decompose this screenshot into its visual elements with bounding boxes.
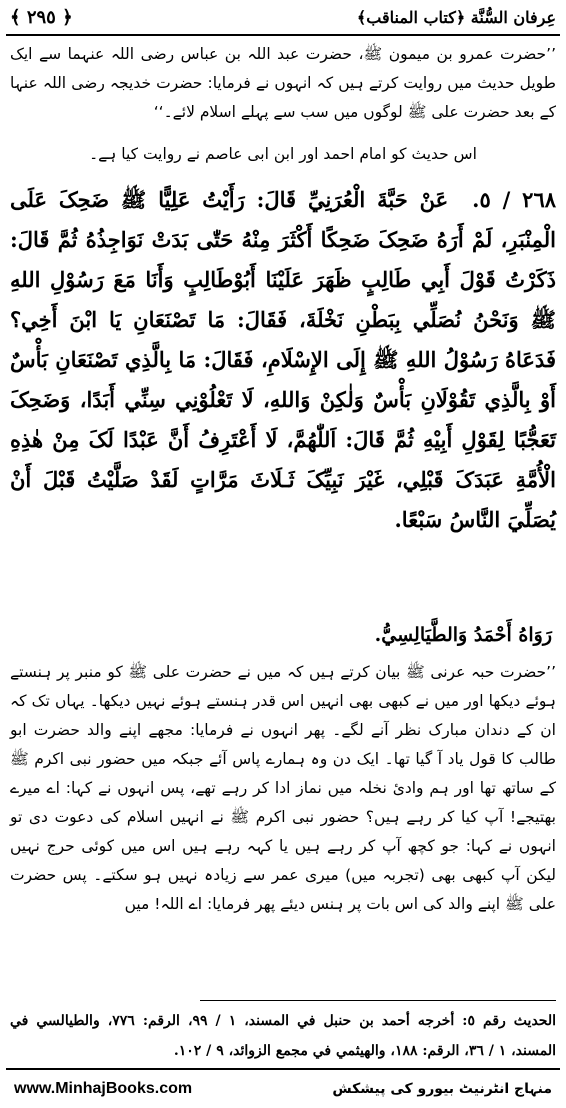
page-footer (6, 1068, 560, 1108)
hadith-number: ٢٦٨ / ٥. (472, 187, 557, 212)
hadith-narration: رَوَاهُ أَحْمَدُ وَالطَّيَالِسِيُّ. (374, 624, 552, 646)
hadith-text: عَنْ حَبَّةَ الْعُرَنِيِّ قَالَ: رَأَيْتُ عَلِيًّا ﷺ ضَحِکَ عَلَی الْمِنْبَرِ، لَمْ أَرَهُ ضَحِکَ ضَحِکًا أَکْثَرَ مِنْهُ حَتّٰی بَدَتْ نَوَاجِذُهُ ثُمَّ قَالَ: ذَکَرْتُ قَوْلَ أَبِي طَالِبٍ ظَهَرَ عَلَيْنَا أَبُوْطَالِبٍ وَأَنَا مَعَ رَسُوْلِ اللهِ ﷺ وَنَحْنُ نُصَلِّي بِبَطْنِ نَخْلَةَ، فَقَالَ: مَا تَصْنَعَانِ يَا ابْنَ أَخِي؟ فَدَعَاهُ رَسُوْلُ اللهِ ﷺ إِلَی الإِسْلَامِ، فَقَالَ: مَا بِالَّذِي تَصْنَعَانِ بَأْسٌ أَوْ بِالَّذِي تَقُوْلَانِ بَأْسٌ وَلٰکِنْ وَاللهِ، لَا تَعْلُوْنِي سِنِّي أَبَدًا، وَضَحِکَ تَعَجُّبًا لِقَوْلِ أَبِيْهِ ثُمَّ قَالَ: اَللّٰهُمَّ، لَا أَعْتَرِفُ أَنَّ عَبْدًا لَکَ مِنْ هٰذِهِ الْأُمَّةِ عَبَدَکَ قَبْلِي، غَيْرَ نَبِيِّکَ ثَـلَاثَ مَرَّاتٍ لَقَدْ صَلَّيْتُ قَبْلَ أَنْ يُصَلِّيَ النَّاسُ سَبْعًا. (10, 187, 556, 532)
publisher-credit: منہاج انٹرنیٹ بیورو کی پیشکش (332, 1081, 552, 1097)
website-link[interactable]: www.MinhajBooks.com (14, 1080, 193, 1097)
intro-source-note: اس حدیث کو امام احمد اور ابن ابی عاصم نے روایت کیا ہے۔ (89, 145, 477, 163)
hadith-translation: ’’حضرت حبہ عرنی ﷺ بیان کرتے ہیں کہ میں نے حضرت علی ﷺ کو منبر پر ہنستے ہوئے دیکھا اور میں نے کبھی بھی انہیں اس قدر ہنستے ہوئے نہیں دیکھا۔ یہاں تک کہ ان کے دندان مبارک نظر آنے لگے۔ پھر انہوں نے فرمایا: مجھے اپنے والد حضرت ابو طالب کا قول یاد آ گیا تھا۔ ایک دن وہ ہمارے پاس آئے جبکہ میں حضور نبی اکرم ﷺ کے ساتھ تھا اور ہم وادیٔ نخلہ میں نماز ادا کر رہے تھے، پس انہوں نے کہا: اے میرے بھتیجے! آپ کیا کر رہے ہیں؟ حضور نبی اکرم ﷺ نے انہیں اسلام کی دعوت دی تو انہوں نے کہا: جو کچھ آپ کر رہے ہیں یا کہہ رہے ہیں اس میں کوئی حرج نہیں لیکن آپ کبھی بھی (تجربہ میں) میری عمر سے زیادہ نہیں ہو سکتے۔ پس حضرت علی ﷺ اپنے والد کی اس بات پر ہنس دیئے پھر فرمایا: اے اللہ! میں (10, 663, 556, 913)
footnote-divider (200, 1000, 556, 1001)
page-header (6, 0, 560, 36)
intro-translation: ’’حضرت عمرو بن میمون ﷺ، حضرت عبد اللہ بن عباس رضی اللہ عنہما سے ایک طویل حدیث میں روایت کرتے ہیں کہ انہوں نے فرمایا: حضرت خدیجہ رضی اللہ عنہا کے بعد حضرت علی ﷺ لوگوں میں سب سے پہلے اسلام لائے۔‘‘ (10, 45, 556, 121)
hadith-reference: الحديث رقم ٥: أخرجه أحمد بن حنبل في المسند، ١ / ٩٩، الرقم: ٧٧٦، والطيالسي في المسند، ١ / ٣٦، الرقم: ١٨٨، والهيثمي في مجمع الزوائد، ٩ / ١٠٢. (10, 1013, 556, 1059)
hadith-arabic (10, 180, 556, 540)
book-title: عِرفان السُّنَّة ﴿كتاب المناقب﴾ (356, 7, 556, 27)
page-number: ﴿ ٢٩٥ ﴾ (10, 6, 73, 28)
